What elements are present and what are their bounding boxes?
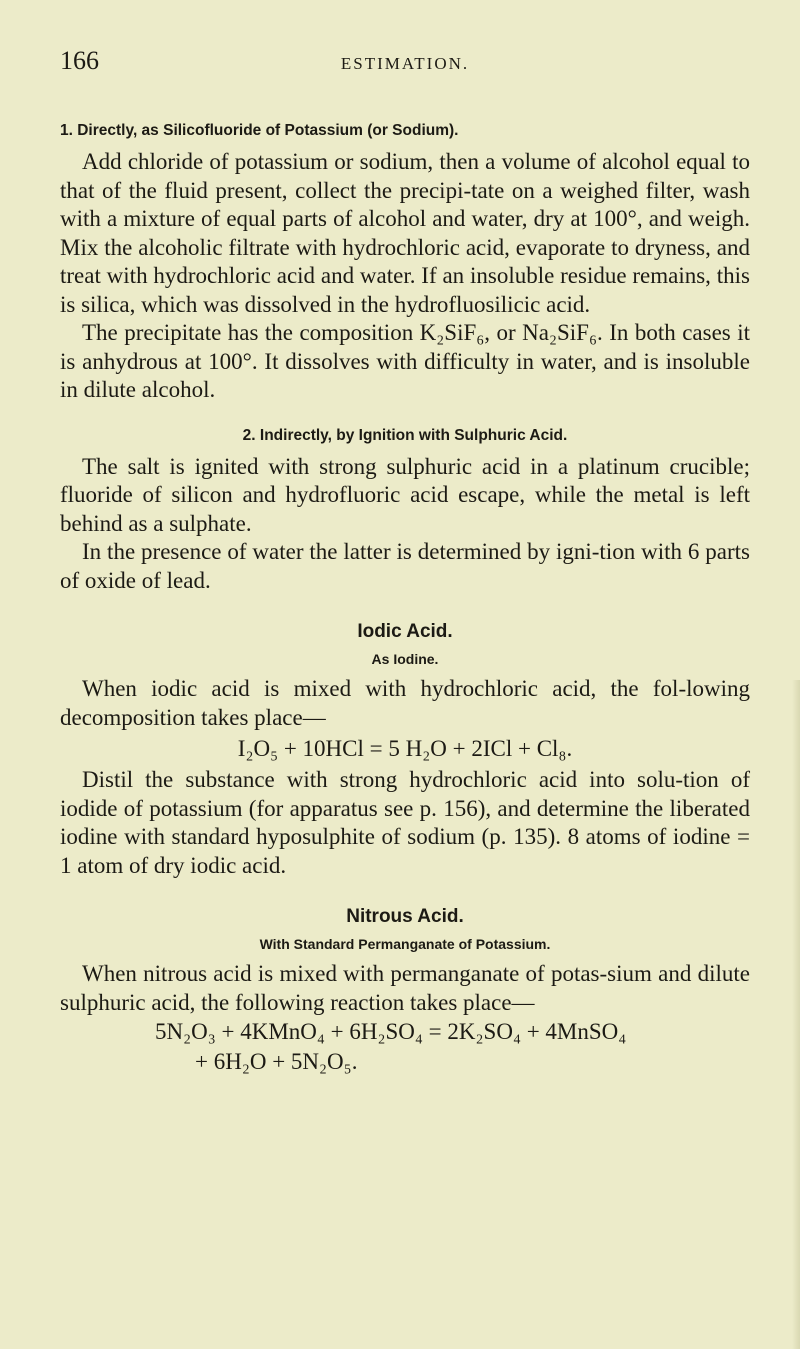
equation: I₂O₅ + 10HCl = 5 H₂O + 2ICl + Cl₈. bbox=[237, 736, 573, 761]
heading-nitrous-acid: Nitrous Acid. bbox=[346, 906, 464, 927]
paragraph: Add chloride of potassium or sodium, then a volume of alcohol equal to that of the fluid present, collect the precipi-tate on a weighed filter, wash with a mixture of equal parts of alcohol and water, dry at 100°, and weigh. Mix the alcoholic filtrate with hydrochloric acid, evaporate to dryness, and treat with hydrochloric acid and water. If an insoluble residue remains, this is silica, which was dissolved in the hydrofluosilicic acid. bbox=[60, 149, 750, 317]
equation-line-2: + 6H₂O + 5N₂O₅. bbox=[195, 1049, 358, 1074]
page-header bbox=[60, 46, 750, 100]
paragraph: The salt is ignited with strong sulphuric acid in a platinum crucible; fluoride of silicon and hydrofluoric acid escape, while the metal is left behind as a sulphate. bbox=[60, 453, 750, 536]
section-heading-directly: 1. Directly, as Silicofluoride of Potassium (or Sodium). bbox=[60, 122, 459, 139]
paragraph: Distil the substance with strong hydrochloric acid into solu-tion of iodide of potassium (for apparatus see p. 156), and determine the liberated iodine with standard hyposulphite of sodium (p. 135). 8 atoms of iodine = 1 atom of dry iodic acid. bbox=[60, 767, 750, 878]
book-page bbox=[60, 46, 750, 1077]
section-heading-indirectly: 2. Indirectly, by Ignition with Sulphuric Acid. bbox=[242, 426, 568, 444]
subheading-as-iodine: As Iodine. bbox=[371, 651, 439, 667]
paragraph: In the presence of water the latter is determined by igni-tion with 6 parts of oxide of lead. bbox=[60, 539, 750, 593]
page-edge bbox=[792, 680, 800, 1349]
paragraph: When nitrous acid is mixed with permanganate of potas-sium and dilute sulphuric acid, the following reaction takes place— bbox=[60, 961, 750, 1015]
paragraph: The precipitate has the composition K₂SiF₆, or Na₂SiF₆. In both cases it is anhydrous at 100°. It dissolves with difficulty in water, and is insoluble in dilute alcohol. bbox=[60, 320, 750, 402]
running-title: ESTIMATION. bbox=[340, 54, 470, 73]
equation-line-1: 5N₂O₃ + 4KMnO₄ + 6H₂SO₄ = 2K₂SO₄ + 4MnSO₄ bbox=[155, 1019, 627, 1044]
subheading-permanganate: With Standard Permanganate of Potassium. bbox=[259, 936, 551, 952]
heading-iodic-acid: Iodic Acid. bbox=[357, 621, 453, 642]
page-number: 166 bbox=[60, 46, 99, 75]
paragraph: When iodic acid is mixed with hydrochloric acid, the fol-lowing decomposition takes place— bbox=[60, 676, 750, 730]
